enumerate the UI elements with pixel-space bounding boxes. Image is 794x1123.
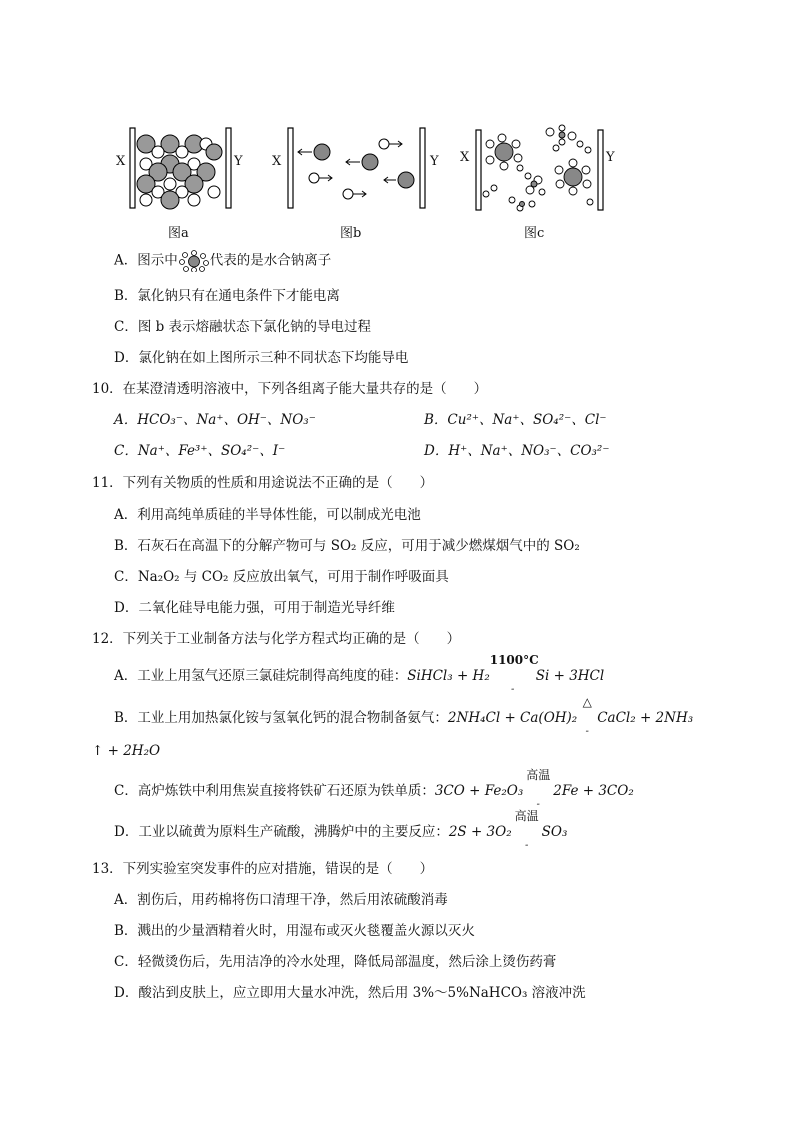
q12-stem: 12．下列关于工业制备方法与化学方程式均正确的是（ ） bbox=[92, 631, 461, 647]
q13-option-c: C．轻微烫伤后，先用洁净的冷水处理，降低局部温度，然后涂上烫伤药膏 bbox=[114, 954, 557, 970]
q11-option-c: C．Na₂O₂ 与 CO₂ 反应放出氧气，可用于制作呼吸面具 bbox=[114, 569, 449, 585]
q12-c-reactants: 3CO + Fe₂O₃ bbox=[434, 783, 524, 799]
q11-option-a: A．利用高纯单质硅的半导体性能，可以制成光电池 bbox=[114, 507, 421, 523]
q12-b-text: B．工业上用加热氯化铵与氢氧化钙的混合物制备氨气： bbox=[114, 710, 448, 726]
q12-b-products: CaCl₂ + 2NH₃ bbox=[597, 710, 694, 726]
q12-b-condition bbox=[577, 695, 597, 737]
q12-d-condition bbox=[512, 809, 542, 851]
q12-a-condition-bottom: - bbox=[511, 684, 515, 695]
fig-a-y-label: Y bbox=[234, 154, 243, 169]
q9-option-d: D．氯化钠在如上图所示三种不同状态下均能导电 bbox=[114, 350, 409, 366]
fig-b-x-label: X bbox=[272, 154, 282, 169]
q12-d-condition-bottom: - bbox=[524, 840, 529, 851]
q12-a-text: A．工业上用氢气还原三氯硅烷制得高纯度的硅： bbox=[114, 668, 408, 684]
fig-a-caption: 图a bbox=[168, 226, 189, 241]
q13-option-b: B．溅出的少量酒精着火时，用湿布或灭火毯覆盖火源以灭火 bbox=[114, 923, 475, 939]
q9-option-a bbox=[114, 250, 331, 272]
figure-b bbox=[288, 128, 425, 208]
q12-a-products: Si + 3HCl bbox=[535, 668, 605, 684]
q12-d-products: SO₃ bbox=[541, 824, 568, 840]
q12-option-a bbox=[114, 653, 605, 695]
q9-a-prefix: A．图示中 bbox=[114, 252, 178, 269]
q12-option-d bbox=[114, 809, 568, 851]
q10-option-b: B．Cu²⁺、Na⁺、SO₄²⁻、Cl⁻ bbox=[424, 412, 607, 428]
q10-option-a: A．HCO₃⁻、Na⁺、OH⁻、NO₃⁻ bbox=[114, 412, 316, 428]
q9-option-b: B．氯化钠只有在通电条件下才能电离 bbox=[114, 288, 340, 304]
fig-c-x-label: X bbox=[460, 150, 470, 165]
q12-d-reactants: 2S + 3O₂ bbox=[448, 824, 512, 840]
q12-b-condition-top: △ bbox=[582, 695, 592, 709]
q12-a-condition-top: 1100°C bbox=[489, 653, 539, 667]
fig-a-x-label: X bbox=[116, 154, 126, 169]
q12-d-condition-top: 高温 bbox=[514, 809, 539, 823]
q12-c-condition bbox=[523, 768, 553, 810]
q9-a-suffix: 代表的是水合钠离子 bbox=[209, 252, 332, 269]
figure-a bbox=[130, 128, 231, 209]
figure-c bbox=[476, 125, 603, 211]
q12-a-reactants: SiHCl₃ + H₂ bbox=[407, 668, 490, 684]
q10-option-c: C．Na⁺、Fe³⁺、SO₄²⁻、I⁻ bbox=[114, 443, 286, 459]
q11-stem: 11．下列有关物质的性质和用途说法不正确的是（ ） bbox=[92, 475, 434, 491]
fig-c-caption: 图c bbox=[524, 226, 545, 241]
q12-c-condition-bottom: - bbox=[536, 799, 540, 810]
q10-stem: 10．在某澄清透明溶液中，下列各组离子能大量共存的是（ ） bbox=[92, 381, 488, 397]
hydrated-sodium-ion-icon bbox=[179, 250, 209, 272]
q12-c-text: C．高炉炼铁中利用焦炭直接将铁矿石还原为铁单质： bbox=[114, 783, 435, 799]
q12-option-b bbox=[114, 695, 694, 737]
q11-option-b: B．石灰石在高温下的分解产物可与 SO₂ 反应，可用于减少燃煤烟气中的 SO₂ bbox=[114, 538, 580, 554]
fig-b-caption: 图b bbox=[340, 226, 362, 241]
q12-b-condition-bottom: - bbox=[585, 726, 589, 737]
fig-b-y-label: Y bbox=[430, 154, 439, 169]
q11-option-d: D．二氧化硅导电能力强，可用于制造光导纤维 bbox=[114, 600, 395, 616]
figure-panel bbox=[110, 120, 630, 245]
q12-c-condition-top: 高温 bbox=[526, 768, 551, 782]
q12-a-condition bbox=[489, 653, 539, 695]
fig-c-y-label: Y bbox=[606, 150, 615, 165]
q10-option-d: D．H⁺、Na⁺、NO₃⁻、CO₃²⁻ bbox=[424, 443, 610, 459]
q12-b-reactants: 2NH₄Cl + Ca(OH)₂ bbox=[447, 710, 578, 726]
q9-option-c: C．图 b 表示熔融状态下氯化钠的导电过程 bbox=[114, 319, 372, 335]
q13-stem: 13．下列实验室突发事件的应对措施，错误的是（ ） bbox=[92, 861, 434, 877]
q13-option-a: A．割伤后，用药棉将伤口清理干净，然后用浓硫酸消毒 bbox=[114, 892, 448, 908]
q13-option-d: D．酸沾到皮肤上，应立即用大量水冲洗，然后用 3%～5%NaHCO₃ 溶液冲洗 bbox=[114, 985, 586, 1001]
q12-c-products: 2Fe + 3CO₂ bbox=[553, 783, 634, 799]
q12-b-continuation: ↑ + 2H₂O bbox=[92, 743, 161, 759]
q12-d-text: D．工业以硫黄为原料生产硫酸，沸腾炉中的主要反应： bbox=[114, 824, 449, 840]
q12-option-c bbox=[114, 768, 634, 810]
